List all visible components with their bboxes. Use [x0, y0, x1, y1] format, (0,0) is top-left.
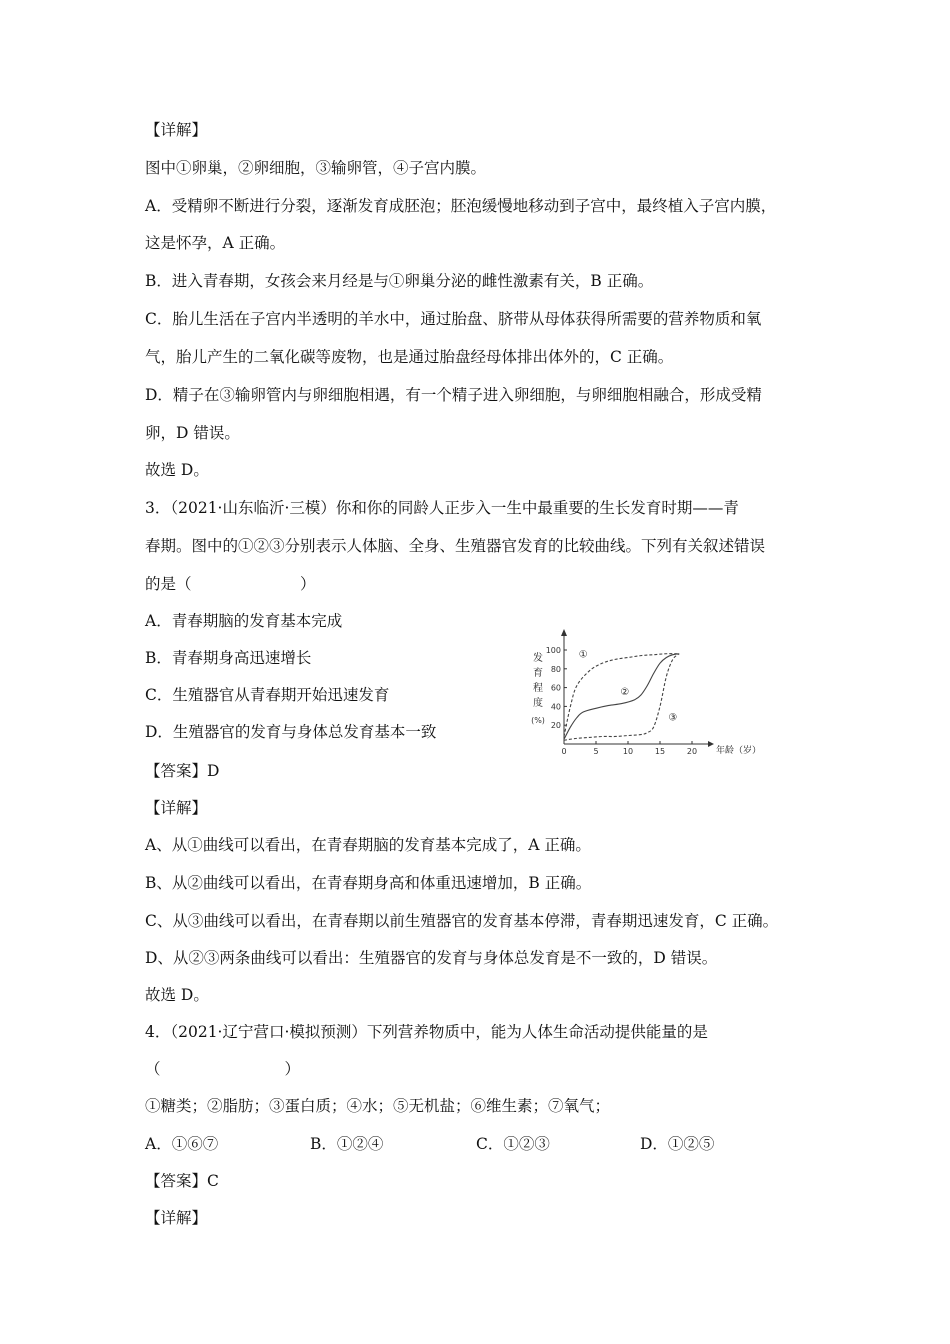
x-tick-label: 15	[654, 747, 666, 756]
q2-detail-c-line1: C．胎儿生活在子宫内半透明的羊水中，通过胎盘、脐带从母体获得所需要的营养物质和氧	[145, 310, 762, 328]
q2-conclusion: 故选 D。	[145, 461, 209, 479]
q4-option-a: A．①⑥⑦	[145, 1135, 219, 1153]
y-tick-label: 40	[550, 702, 561, 712]
q2-detail-d-line1: D．精子在③输卵管内与卵细胞相遇，有一个精子进入卵细胞，与卵细胞相融合，形成受精	[145, 386, 762, 404]
y-axis-unit: (%)	[531, 716, 545, 725]
series-label-3: ③	[668, 712, 678, 724]
q3-detail-d: D、从②③两条曲线可以看出：生殖器官的发育与身体总发育是不一致的，D 错误。	[145, 949, 718, 967]
q3-detail-a: A、从①曲线可以看出，在青春期脑的发育基本完成了，A 正确。	[145, 836, 591, 854]
q4-detail-heading: 【详解】	[145, 1209, 208, 1227]
q2-detail-c-line2: 气，胎儿产生的二氧化碳等废物，也是通过胎盘经母体排出体外的，C 正确。	[145, 348, 674, 366]
q3-detail-b: B、从②曲线可以看出，在青春期身高和体重迅速增加，B 正确。	[145, 874, 592, 892]
q4-items: ①糖类；②脂肪；③蛋白质；④水；⑤无机盐；⑥维生素；⑦氧气；	[145, 1097, 611, 1115]
series-label-2: ②	[620, 687, 630, 699]
q3-detail-heading: 【详解】	[145, 799, 208, 817]
q3-option-b: B．青春期身高迅速增长	[145, 649, 312, 667]
chart-ticks	[546, 646, 697, 756]
q4-option-d: D．①②⑤	[640, 1135, 715, 1153]
x-axis-label: 年龄（岁）	[716, 746, 762, 756]
q2-detail-intro: 图中①卵巢，②卵细胞，③输卵管，④子宫内膜。	[145, 159, 487, 177]
q2-detail-heading: 【详解】	[145, 121, 208, 139]
y-tick-label: 20	[550, 721, 561, 731]
y-axis-arrow	[561, 629, 567, 636]
q4-stem-line1: 4．（2021·辽宁营口·模拟预测）下列营养物质中，能为人体生命活动提供能量的是	[145, 1023, 708, 1041]
q2-detail-a-line1: A．受精卵不断进行分裂，逐渐发育成胚泡；胚泡缓慢地移动到子宫中，最终植入子宫内膜，	[145, 197, 777, 215]
q3-conclusion: 故选 D。	[145, 986, 209, 1004]
q3-detail-c: C、从③曲线可以看出，在青春期以前生殖器官的发育基本停滞，青春期迅速发育，C 正确。	[145, 912, 779, 930]
y-axis-label-char: 发	[533, 653, 543, 664]
x-axis-arrow	[708, 741, 714, 747]
q4-option-b: B．①②④	[310, 1135, 384, 1153]
q3-stem-line2: 春期。图中的①②③分别表示人体脑、全身、生殖器官发育的比较曲线。下列有关叙述错误	[145, 537, 766, 555]
x-tick-label: 20	[686, 747, 698, 756]
y-axis-label-char: 度	[533, 698, 543, 709]
series-label-1: ①	[578, 649, 588, 661]
q4-answer: 【答案】C	[145, 1172, 219, 1190]
q3-stem-line3: 的是（ ）	[145, 575, 316, 593]
development-curve-chart	[525, 628, 762, 763]
q4-option-c: C．①②③	[476, 1135, 550, 1153]
x-tick-label: 10	[622, 747, 634, 756]
q3-option-c: C．生殖器官从青春期开始迅速发育	[145, 686, 390, 704]
chart-axes	[561, 629, 714, 747]
q3-answer: 【答案】D	[145, 762, 220, 780]
q3-stem-line1: 3．（2021·山东临沂·三模）你和你的同龄人正步入一生中最重要的生长发育时期——青	[145, 499, 739, 517]
q4-stem-line2: （ ）	[145, 1060, 301, 1078]
y-tick-label: 80	[550, 664, 561, 674]
q3-option-d: D．生殖器官的发育与身体总发育基本一致	[145, 723, 437, 741]
y-axis-label-char: 程	[533, 683, 543, 694]
q2-detail-a-line2: 这是怀孕，A 正确。	[145, 234, 286, 252]
x-tick-label: 5	[593, 747, 599, 756]
x-tick-label: 0	[561, 747, 567, 756]
q2-detail-d-line2: 卵，D 错误。	[145, 424, 240, 442]
q3-option-a: A．青春期脑的发育基本完成	[145, 612, 343, 630]
y-axis-label-char: 育	[533, 668, 543, 679]
y-tick-label: 100	[545, 646, 561, 655]
y-tick-label: 60	[550, 683, 561, 693]
q2-detail-b: B．进入青春期，女孩会来月经是与①卵巢分泌的雌性激素有关，B 正确。	[145, 272, 654, 290]
